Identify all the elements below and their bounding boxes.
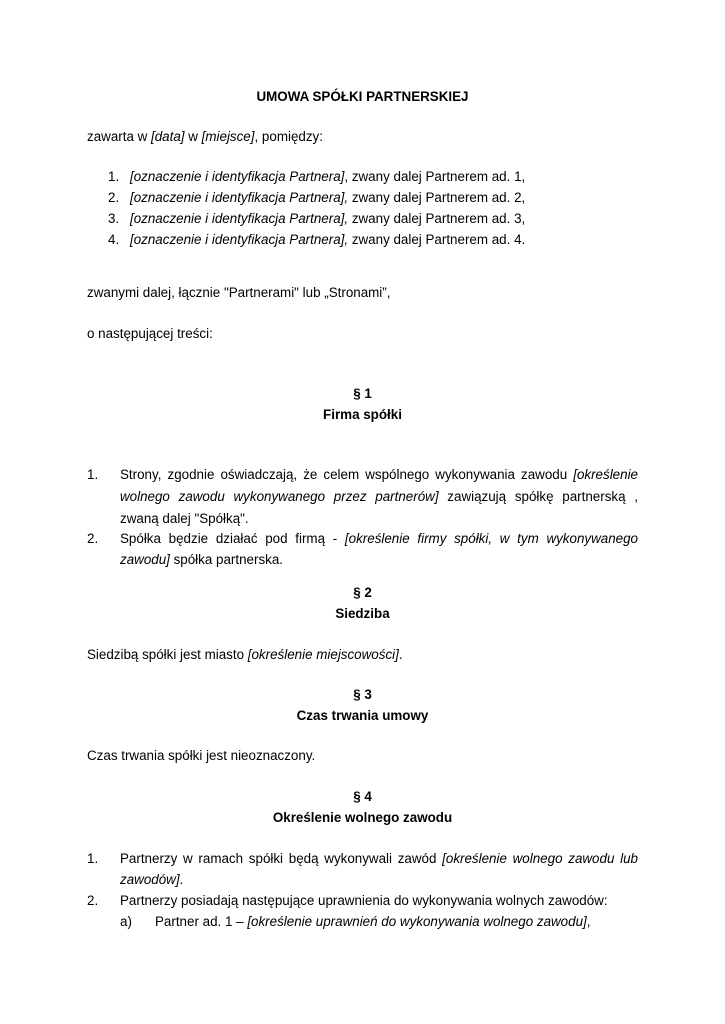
s1-item-1-num: 1.	[87, 467, 99, 482]
collective-line: zwanymi dalej, łącznie "Partnerami" lub „Stronami”,	[87, 285, 391, 300]
s4-item-1-num: 1.	[87, 851, 99, 866]
s1-item-1-line-3: zwaną dalej "Spółką".	[120, 511, 249, 526]
s1-item-1-line-2: wolnego zawodu wykonywanego przez partnerów] zawiązują spółkę partnerską ,	[120, 489, 639, 504]
section-2-sign: § 2	[353, 585, 372, 600]
date-placeholder: [data]	[151, 129, 185, 144]
document-title: UMOWA SPÓŁKI PARTNERSKIEJ	[256, 89, 469, 104]
section-2-heading: Siedziba	[335, 606, 390, 621]
s1-item-2-line-2: zawodu] spółka partnerska.	[120, 552, 284, 567]
s4-subitem-a-label: a)	[120, 914, 132, 929]
s4-item-2-text: Partnerzy posiadają następujące uprawnienia do wykonywania wolnych zawodów:	[120, 893, 608, 908]
place-placeholder: [miejsce]	[201, 129, 255, 144]
s3-text: Czas trwania spółki jest nieoznaczony.	[87, 748, 316, 763]
s2-text: Siedzibą spółki jest miasto [określenie miejscowości].	[87, 647, 403, 662]
section-4-heading: Określenie wolnego zawodu	[272, 810, 453, 825]
intro-line: zawarta w [data] w [miejsce], pomiędzy:	[87, 129, 323, 144]
s1-item-2-num: 2.	[87, 531, 99, 546]
s4-subitem-a-text: Partner ad. 1 – [określenie uprawnień do wykonywania wolnego zawodu],	[155, 914, 591, 929]
s1-item-2-line-1: Spółka będzie działać pod firmą - [określenie firmy spółki, w tym wykonywanego	[120, 531, 638, 546]
section-1-sign: § 1	[353, 386, 372, 401]
following-line: o następującej treści:	[87, 326, 213, 341]
section-1-heading: Firma spółki	[323, 407, 402, 422]
section-3-heading: Czas trwania umowy	[296, 708, 429, 723]
document-page: UMOWA SPÓŁKI PARTNERSKIEJ zawarta w [data] w [miejsce], pomiędzy: 1. [oznaczenie i identyfikacja Partnera], zwany dalej Partnerem ad. 1, 2. [oznaczenie i identyfikacja Partnera], zwany dalej Partnerem ad. 2, 3. [oznaczenie i identyfikacja Partnera], zwany dalej Partnerem ad. 3, 4. [oznaczenie i identyfikacja Partnera], zwany dalej Partnerem ad. 4. zwanymi dalej, łącznie "Partnerami" lub „Stronami”, o następującej treści: § 1 Firma spółki 1. Strony, zgodnie oświadczają, że celem wspólnego wykonywania zawodu [określenie wolnego zawodu wykonywanego przez partnerów] zawiązują spółkę partnerską , zwaną dalej "Spółką". 2. Spółka będzie działać pod firmą - [określenie firmy spółki, w tym wykonywanego zawodu] spółka partnerska. § 2 Siedziba Siedzibą spółki jest miasto [określenie miejscowości]. § 3 Czas trwania umowy Czas trwania spółki jest nieoznaczony. § 4 Określenie wolnego zawodu 1. Partnerzy w ramach spółki będą wykonywali zawód [określenie wolnego zawodu lub zawodów]. 2. Partnerzy posiadają następujące uprawnienia do wykonywania wolnych zawodów: a) Partner ad. 1 – [określenie uprawnień do wykonywania wolnego zawodu],	[0, 0, 725, 1024]
s1-item-1-line-1: Strony, zgodnie oświadczają, że celem wspólnego wykonywania zawodu [określenie	[120, 467, 638, 482]
s4-item-1-line-1: Partnerzy w ramach spółki będą wykonywali zawód [określenie wolnego zawodu lub	[120, 851, 638, 866]
s4-item-1-line-2: zawodów].	[120, 872, 184, 887]
section-4-sign: § 4	[353, 789, 372, 804]
s4-item-2-num: 2.	[87, 893, 99, 908]
section-3-sign: § 3	[353, 687, 372, 702]
